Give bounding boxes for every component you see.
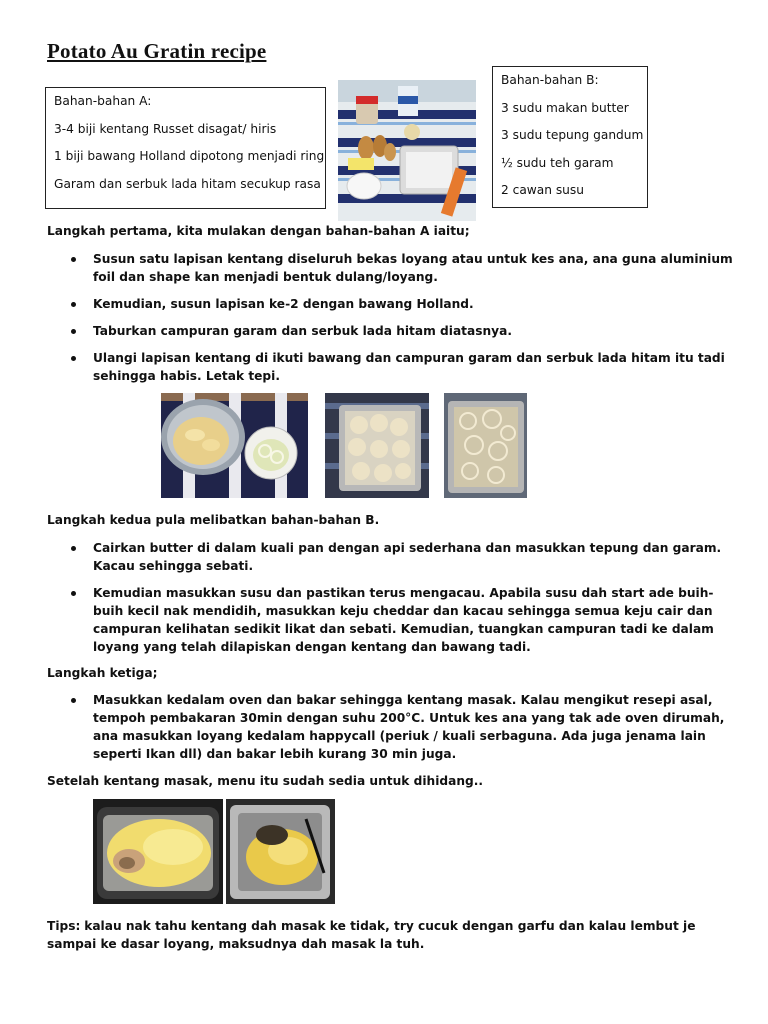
tips-text: kalau nak tahu kentang dah masak ke tidak, try cucuk dengan garfu dan kalau lembut je sampai ke dasar loyang, maksudnya dah masak la tuh. [47, 919, 696, 951]
ingredients-b-box [492, 66, 648, 208]
bullet-icon [71, 698, 76, 703]
potato-bowl-and-onion-photo [161, 393, 308, 498]
step1-intro: Langkah pertama, kita mulakan dengan bahan-bahan A iaitu; [47, 224, 470, 238]
ingredients-a-item: 3-4 biji kentang Russet disagat/ hiris [54, 121, 277, 136]
step1-bullet [47, 349, 737, 385]
bullet-icon [71, 302, 76, 307]
step1-bullet [47, 322, 737, 340]
potato-layer-in-foil-photo [325, 393, 429, 498]
bullet-icon [71, 257, 76, 262]
onion-layer-in-foil-photo [444, 393, 527, 498]
step2-intro: Langkah kedua pula melibatkan bahan-bahan B. [47, 513, 380, 527]
bullet-icon [71, 356, 76, 361]
ingredients-b-item: 3 sudu tepung gandum [501, 128, 644, 142]
ingredients-b-item: 2 cawan susu [501, 183, 584, 197]
step2-bullet-text: Cairkan butter di dalam kuali pan dengan api sederhana dan masukkan tepung dan garam. Kacau sehingga sebati. [93, 541, 722, 573]
step1-bullet [47, 295, 737, 313]
step1-bullet-text: Taburkan campuran garam dan serbuk lada hitam diatasnya. [93, 324, 512, 338]
step1-bullet-text: Susun satu lapisan kentang diseluruh bekas loyang atau untuk kes ana, ana guna aluminium foil dan shape kan menjadi bentuk dulang/loyang. [93, 252, 733, 284]
page-title: Potato Au Gratin recipe [47, 39, 267, 63]
step3-bullet-text: Masukkan kedalam oven dan bakar sehingga kentang masak. Kalau mengikut resepi asal, tempoh pembakaran 30min dengan suhu 200°C. Untuk kes ana yang tak ade oven dirumah, ana masukkan loyang kedalam happycall (periuk / kuali serbaguna. Ada juga jenama lain seperti Ikan dll) dan bakar lebih kurang 30 min juga. [93, 693, 725, 761]
step2-bullet [47, 584, 737, 656]
ingredients-b-item: ½ sudu teh garam [501, 155, 614, 170]
step1-list [47, 250, 737, 394]
ingredients-b-heading: Bahan-bahan B: [501, 73, 599, 87]
ingredients-a-heading: Bahan-bahan A: [54, 94, 152, 108]
ingredients-a-item: Garam dan serbuk lada hitam secukup rasa [54, 176, 321, 191]
baked-gratin-in-pan-photo [93, 799, 223, 904]
tips-label: Tips: [47, 919, 81, 933]
bullet-icon [71, 591, 76, 596]
step1-bullet-text: Kemudian, susun lapisan ke-2 dengan bawang Holland. [93, 297, 474, 311]
step2-bullet [47, 539, 737, 575]
step3-intro: Langkah ketiga; [47, 666, 158, 680]
baked-gratin-in-foil-photo [226, 799, 335, 904]
ingredients-b-item: 3 sudu makan butter [501, 100, 629, 115]
step3-list [47, 691, 737, 772]
ingredients-photo [338, 80, 476, 221]
tips [47, 917, 737, 953]
ingredients-a-item: 1 biji bawang Holland dipotong menjadi ring [54, 149, 325, 163]
step2-bullet-text: Kemudian masukkan susu dan pastikan terus mengacau. Apabila susu dah start ade buih-buih kecil nak mendidih, masukkan keju cheddar dan kacau sehingga semua keju cair dan campuran kelihatan sedikit likat dan sebati. Kemudian, tuangkan campuran tadi ke dalam loyang yang telah dilapiskan dengan kentang dan bawang tadi. [93, 586, 714, 654]
step2-list [47, 539, 737, 665]
serving-note: Setelah kentang masak, menu itu sudah sedia untuk dihidang.. [47, 774, 483, 788]
step1-bullet [47, 250, 737, 286]
bullet-icon [71, 546, 76, 551]
ingredients-a-box [45, 87, 326, 209]
step1-bullet-text: Ulangi lapisan kentang di ikuti bawang dan campuran garam dan serbuk lada hitam itu tadi sehingga habis. Letak tepi. [93, 351, 725, 383]
bullet-icon [71, 329, 76, 334]
step3-bullet [47, 691, 737, 763]
